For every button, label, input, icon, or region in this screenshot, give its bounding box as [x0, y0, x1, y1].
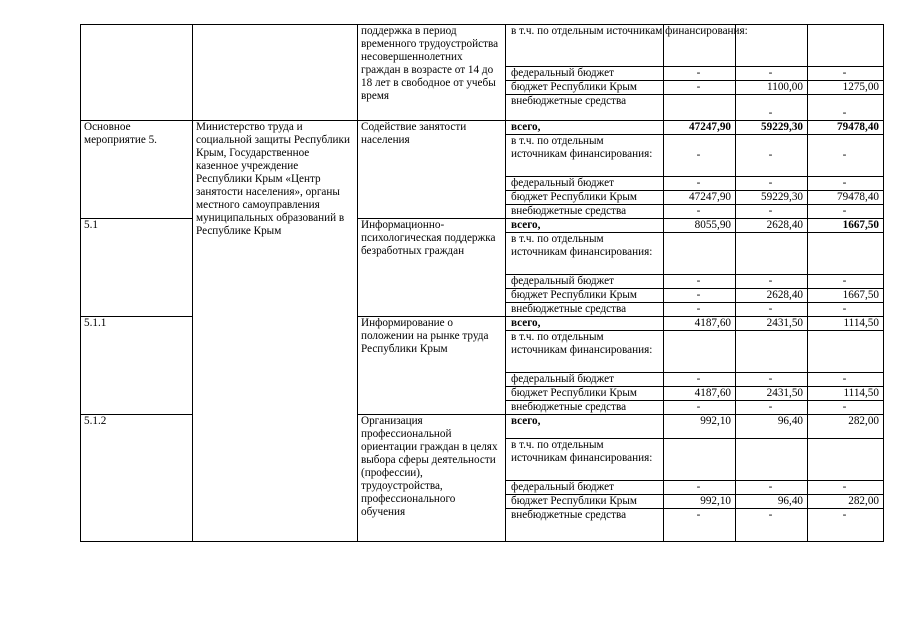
source-label: бюджет Республики Крым [506, 289, 664, 303]
value-cell: 2628,40 [736, 219, 808, 233]
code-cell [81, 25, 193, 121]
value-cell: - [664, 81, 736, 95]
value-cell: - [664, 135, 736, 177]
value-cell [808, 331, 884, 373]
budget-table [80, 24, 884, 542]
value-cell: - [664, 401, 736, 415]
source-label: федеральный бюджет [506, 275, 664, 289]
value-cell: 1275,00 [808, 81, 884, 95]
value-cell: 47247,90 [664, 191, 736, 205]
value-cell [808, 25, 884, 67]
value-cell: 2628,40 [736, 289, 808, 303]
code-cell: Основное мероприятие 5. [81, 121, 193, 219]
value-cell: - [664, 303, 736, 317]
value-cell [736, 331, 808, 373]
source-label: в т.ч. по отдельным источникам финансирования: [506, 135, 664, 177]
value-cell: 4187,60 [664, 387, 736, 401]
value-cell: 2431,50 [736, 387, 808, 401]
value-cell: 2431,50 [736, 317, 808, 331]
executor-cell: Министерство труда и социальной защиты Республики Крым, Государственное казенное учреждение Республики Крым «Центр занятости населения», органы местного самоуправления муниципальных образований в Республике Крым [193, 121, 358, 542]
value-cell: - [664, 481, 736, 495]
source-label: внебюджетные средства [506, 95, 664, 121]
source-label: бюджет Республики Крым [506, 81, 664, 95]
value-cell: - [736, 373, 808, 387]
source-label: бюджет Республики Крым [506, 495, 664, 509]
code-cell: 5.1.2 [81, 415, 193, 542]
executor-cell [193, 25, 358, 121]
source-label: внебюджетные средства [506, 205, 664, 219]
value-cell: 79478,40 [808, 191, 884, 205]
value-cell: 282,00 [808, 415, 884, 439]
value-cell [664, 439, 736, 481]
source-label: в т.ч. по отдельным источникам финансирования: [506, 331, 664, 373]
source-label: в т.ч. по отдельным источникам финансирования: [506, 439, 664, 481]
value-cell [808, 439, 884, 481]
value-cell: 47247,90 [664, 121, 736, 135]
value-cell: - [736, 177, 808, 191]
value-cell [736, 233, 808, 275]
value-cell: 282,00 [808, 495, 884, 509]
value-cell: - [664, 289, 736, 303]
value-cell: - [736, 205, 808, 219]
value-cell: - [808, 509, 884, 542]
value-cell: - [808, 205, 884, 219]
source-label: федеральный бюджет [506, 67, 664, 81]
value-cell: - [736, 303, 808, 317]
value-cell: 1100,00 [736, 81, 808, 95]
value-cell: 8055,90 [664, 219, 736, 233]
value-cell [736, 439, 808, 481]
source-label: в т.ч. по отдельным источникам финансирования: [506, 233, 664, 275]
value-cell: - [664, 509, 736, 542]
value-cell: 1114,50 [808, 317, 884, 331]
value-cell: - [808, 303, 884, 317]
value-cell: - [808, 177, 884, 191]
source-label: бюджет Республики Крым [506, 191, 664, 205]
value-cell [664, 233, 736, 275]
source-label: федеральный бюджет [506, 373, 664, 387]
value-cell: - [808, 275, 884, 289]
activity-cell: Содействие занятости населения [358, 121, 506, 219]
code-cell: 5.1.1 [81, 317, 193, 415]
source-label: бюджет Республики Крым [506, 387, 664, 401]
activity-cell: Информационно-психологическая поддержка безработных граждан [358, 219, 506, 317]
value-cell: - [736, 275, 808, 289]
activity-cell: поддержка в период временного трудоустройства несовершеннолетних граждан в возрасте от 14 до 18 лет в свободное от учебы время [358, 25, 506, 121]
value-cell: 1114,50 [808, 387, 884, 401]
value-cell [664, 95, 736, 121]
value-cell: - [664, 373, 736, 387]
source-label: всего, [506, 317, 664, 331]
value-cell: - [736, 401, 808, 415]
value-cell: 79478,40 [808, 121, 884, 135]
value-cell: - [664, 67, 736, 81]
source-label: в т.ч. по отдельным источникам финансирования: [506, 25, 664, 67]
source-label: внебюджетные средства [506, 509, 664, 542]
value-cell: 1667,50 [808, 289, 884, 303]
value-cell: - [808, 95, 884, 121]
value-cell: - [736, 509, 808, 542]
code-cell: 5.1 [81, 219, 193, 317]
value-cell: - [664, 275, 736, 289]
source-label: федеральный бюджет [506, 177, 664, 191]
value-cell: - [808, 135, 884, 177]
value-cell [664, 331, 736, 373]
value-cell [808, 233, 884, 275]
table-row [81, 121, 884, 135]
value-cell: - [664, 177, 736, 191]
value-cell: - [736, 95, 808, 121]
value-cell: - [808, 481, 884, 495]
value-cell: 4187,60 [664, 317, 736, 331]
value-cell: 96,40 [736, 495, 808, 509]
value-cell: 992,10 [664, 495, 736, 509]
source-label: внебюджетные средства [506, 303, 664, 317]
value-cell: 59229,30 [736, 121, 808, 135]
source-label: всего, [506, 219, 664, 233]
value-cell: - [736, 135, 808, 177]
activity-cell: Организация профессиональной ориентации граждан в целях выбора сферы деятельности (профессии), трудоустройства, профессионального обучения [358, 415, 506, 542]
source-label: всего, [506, 121, 664, 135]
value-cell: 59229,30 [736, 191, 808, 205]
source-label: федеральный бюджет [506, 481, 664, 495]
source-label: внебюджетные средства [506, 401, 664, 415]
value-cell: 1667,50 [808, 219, 884, 233]
source-label: всего, [506, 415, 664, 439]
value-cell: - [736, 481, 808, 495]
value-cell: - [808, 373, 884, 387]
table-row [81, 25, 884, 67]
value-cell: - [808, 401, 884, 415]
value-cell: - [664, 205, 736, 219]
value-cell: 992,10 [664, 415, 736, 439]
activity-cell: Информирование о положении на рынке труда Республики Крым [358, 317, 506, 415]
value-cell: - [736, 67, 808, 81]
value-cell: - [808, 67, 884, 81]
value-cell: 96,40 [736, 415, 808, 439]
